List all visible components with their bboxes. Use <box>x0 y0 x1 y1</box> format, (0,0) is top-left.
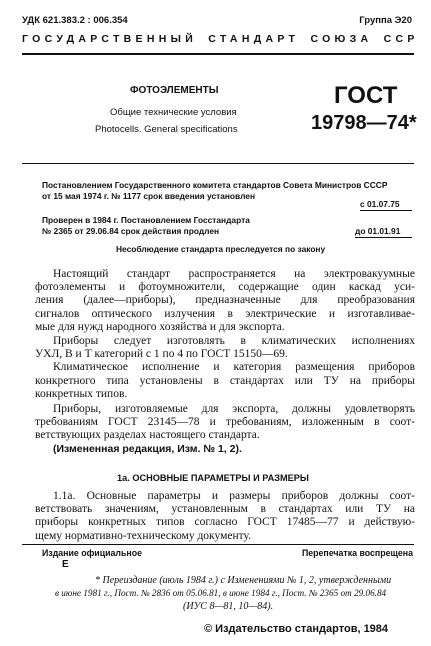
effective-date-underline <box>360 210 412 211</box>
paragraph-scope <box>35 268 415 334</box>
legal-warning: Несоблюдение стандарта преследуется по закону <box>116 244 326 254</box>
official-edition: Издание официальное <box>42 548 142 558</box>
reissue-footnote <box>55 574 415 613</box>
section-heading: 1а. ОСНОВНЫЕ ПАРАМЕТРЫ И РАЗМЕРЫ <box>117 473 309 483</box>
validity-date: до 01.01.91 <box>355 226 401 236</box>
text-line: в июне 1981 г., Пост. № 2836 от 05.06.81, в июне 1984 г., Пост. № 2365 от 29.06.84 <box>55 588 387 598</box>
text-line: УХЛ, В и Т категорий с 1 по 4 по ГОСТ 15150—69. <box>35 348 288 361</box>
edition-letter: Е <box>62 559 69 570</box>
revision-note: (Измененная редакция, Изм. № 1, 2). <box>53 443 242 455</box>
text-line: щему нормативно-техническому документу. <box>35 529 251 542</box>
publisher-copyright: © Издательство стандартов, 1984 <box>204 623 389 635</box>
text-line: (ИУС 8—81, 10—84). <box>183 601 274 612</box>
header-rule <box>22 53 414 55</box>
text-line: 1.1а. Основные параметры и размеры приборов должны соот- <box>53 490 415 502</box>
gost-label: ГОСТ <box>334 82 398 109</box>
text-line: сигналов оптического излучения в электрические и изготавливае- <box>35 307 415 320</box>
text-line: конкретного типа установлены в стандартах или ТУ на приборы <box>35 374 415 387</box>
text-line: * Переиздание (июль 1984 г.) с Изменениями № 1, 2, утвержденными <box>95 575 392 586</box>
effective-date: с 01.07.75 <box>360 199 400 209</box>
gost-number: 19798—74* <box>311 112 417 134</box>
resolution-line-1: Постановлением Государственного комитета стандартов Совета Министров СССР <box>42 180 388 190</box>
text-line: ления (далее—приборы), предназначенные для преобразования <box>35 294 415 307</box>
text-line: Приборы следует изготовлять в климатических исполнениях <box>53 335 415 347</box>
resolution-line-2: от 15 мая 1974 г. № 1177 срок введения установлен <box>42 191 256 201</box>
paragraph-export <box>35 403 415 443</box>
resolution-line-3: Проверен в 1984 г. Постановлением Госстандарта <box>42 215 250 225</box>
text-line: Приборы, изготовляемые для экспорта, должны удовлетворять <box>53 403 415 415</box>
text-line: Настоящий стандарт распространяется на электровакуумные <box>53 268 415 280</box>
footer-rule <box>22 544 414 545</box>
group-code: Группа Э20 <box>359 15 412 26</box>
document-title: ФОТОЭЛЕМЕНТЫ <box>130 85 219 96</box>
udk-code: УДК 621.383.2 : 006.354 <box>22 15 128 26</box>
text-line: требованиям ГОСТ 23145—78 и требованиям, изложенным в соот- <box>35 416 415 429</box>
text-line: фотоэлементы и фотоумножители, содержащие один каскад уси- <box>35 281 415 294</box>
document-subtitle: Общие технические условия <box>110 107 237 118</box>
document-title-english: Photocells. General specifications <box>95 124 238 135</box>
text-line: ветствующих разделах настоящего стандарта. <box>35 429 260 442</box>
resolution-line-4: № 2365 от 29.06.84 срок действия продлен <box>42 226 220 236</box>
validity-date-underline <box>355 237 412 238</box>
standard-line: ГОСУДАРСТВЕННЫЙ СТАНДАРТ СОЮЗА ССР <box>22 33 419 45</box>
text-line: ветствовать значениям, установленным в стандартах или ТУ на <box>35 503 415 516</box>
text-line: конкретных типов. <box>35 387 128 400</box>
title-rule <box>22 163 414 164</box>
text-line: приборы конкретных типов согласно ГОСТ 17485—77 и действую- <box>35 516 415 529</box>
paragraph-climatic <box>35 335 415 401</box>
text-line: мые для нужд народного хозяйства и для экспорта. <box>35 320 285 333</box>
reprint-notice: Перепечатка воспрещена <box>301 548 413 558</box>
paragraph-parameters <box>35 490 415 543</box>
text-line: Климатическое исполнение и категория размещения приборов <box>53 361 415 374</box>
